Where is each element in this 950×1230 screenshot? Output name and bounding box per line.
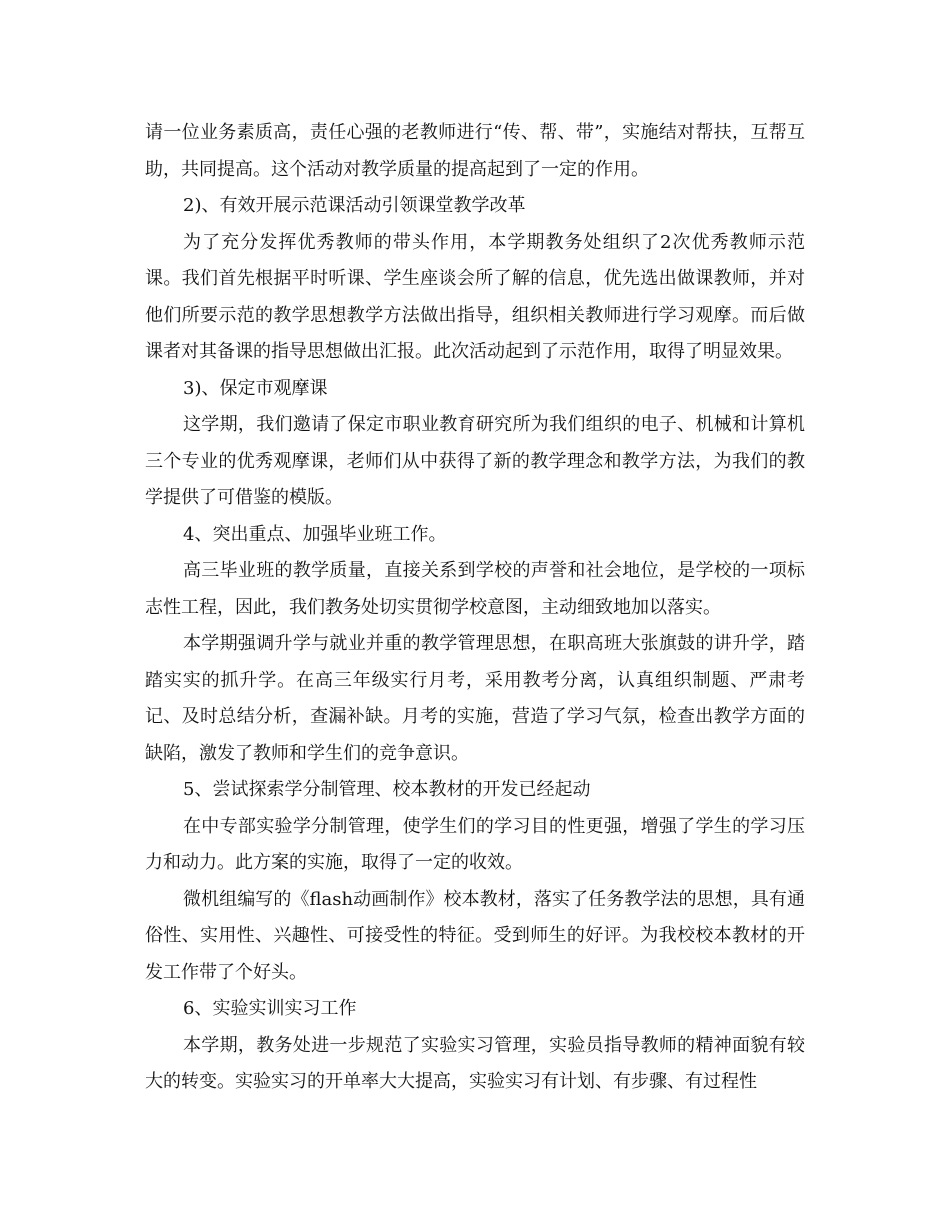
heading-6-lab-work: 6、实验实训实习工作 xyxy=(183,998,357,1019)
heading-4-graduating-class: 4、突出重点、加强毕业班工作。 xyxy=(183,523,447,545)
paragraph-5: 这学期，我们邀请了保定市职业教育研究所为我们组织的电子、机械和计算机三个专业的优秀观摩课，老师们从中获得了新的教学理念和教学方法，为我们的教学提供了可借鉴的模版。 xyxy=(145,414,805,508)
paragraph-3: 为了充分发挥优秀教师的带头作用，本学期教务处组织了2次优秀教师示范课。我们首先根据平时听课、学生座谈会所了解的信息，优先选出做课教师，并对他们所要示范的教学思想教学方法做出指导，组织相关教师进行学习观摩。而后做课者对其备课的指导思想做出汇报。此次活动起到了示范作用，取得了明显效果。 xyxy=(145,231,805,362)
paragraph-8: 本学期强调升学与就业并重的教学管理思想，在职高班大张旗鼓的讲升学，踏踏实实的抓升学。在高三年级实行月考，采用教考分离，认真组织制题、严肃考记、及时总结分析，查漏补缺。月考的实施，营造了学习气氛，检查出教学方面的缺陷，激发了教师和学生们的竞争意识。 xyxy=(145,633,805,764)
document-body xyxy=(145,115,805,1101)
paragraph-7: 高三毕业班的教学质量，直接关系到学校的声誉和社会地位，是学校的一项标志性工程，因此，我们教务处切实贯彻学校意图，主动细致地加以落实。 xyxy=(145,560,805,618)
heading-2-demo-lessons: 2)、有效开展示范课活动引领课堂教学改革 xyxy=(183,195,526,216)
paragraph-10: 在中专部实验学分制管理，使学生们的学习目的性更强，增强了学生的学习压力和动力。此方案的实施，取得了一定的收效。 xyxy=(145,815,805,873)
heading-5-credit-system: 5、尝试探索学分制管理、校本教材的开发已经起动 xyxy=(183,779,591,800)
paragraph-1: 请一位业务素质高，责任心强的老教师进行“传、帮、带”，实施结对帮扶，互帮互助，共同提高。这个活动对教学质量的提高起到了一定的作用。 xyxy=(145,122,805,180)
heading-3-baoding-lessons: 3)、保定市观摩课 xyxy=(183,377,328,399)
paragraph-13: 本学期，教务处进一步规范了实验实习管理，实验员指导教师的精神面貌有较大的转变。实验实习的开单率大大提高，实验实习有计划、有步骤、有过程性 xyxy=(145,1034,805,1092)
paragraph-11: 微机组编写的《flash动画制作》校本教材，落实了任务教学法的思想，具有通俗性、实用性、兴趣性、可接受性的特征。受到师生的好评。为我校校本教材的开发工作带了个好头。 xyxy=(145,888,805,983)
